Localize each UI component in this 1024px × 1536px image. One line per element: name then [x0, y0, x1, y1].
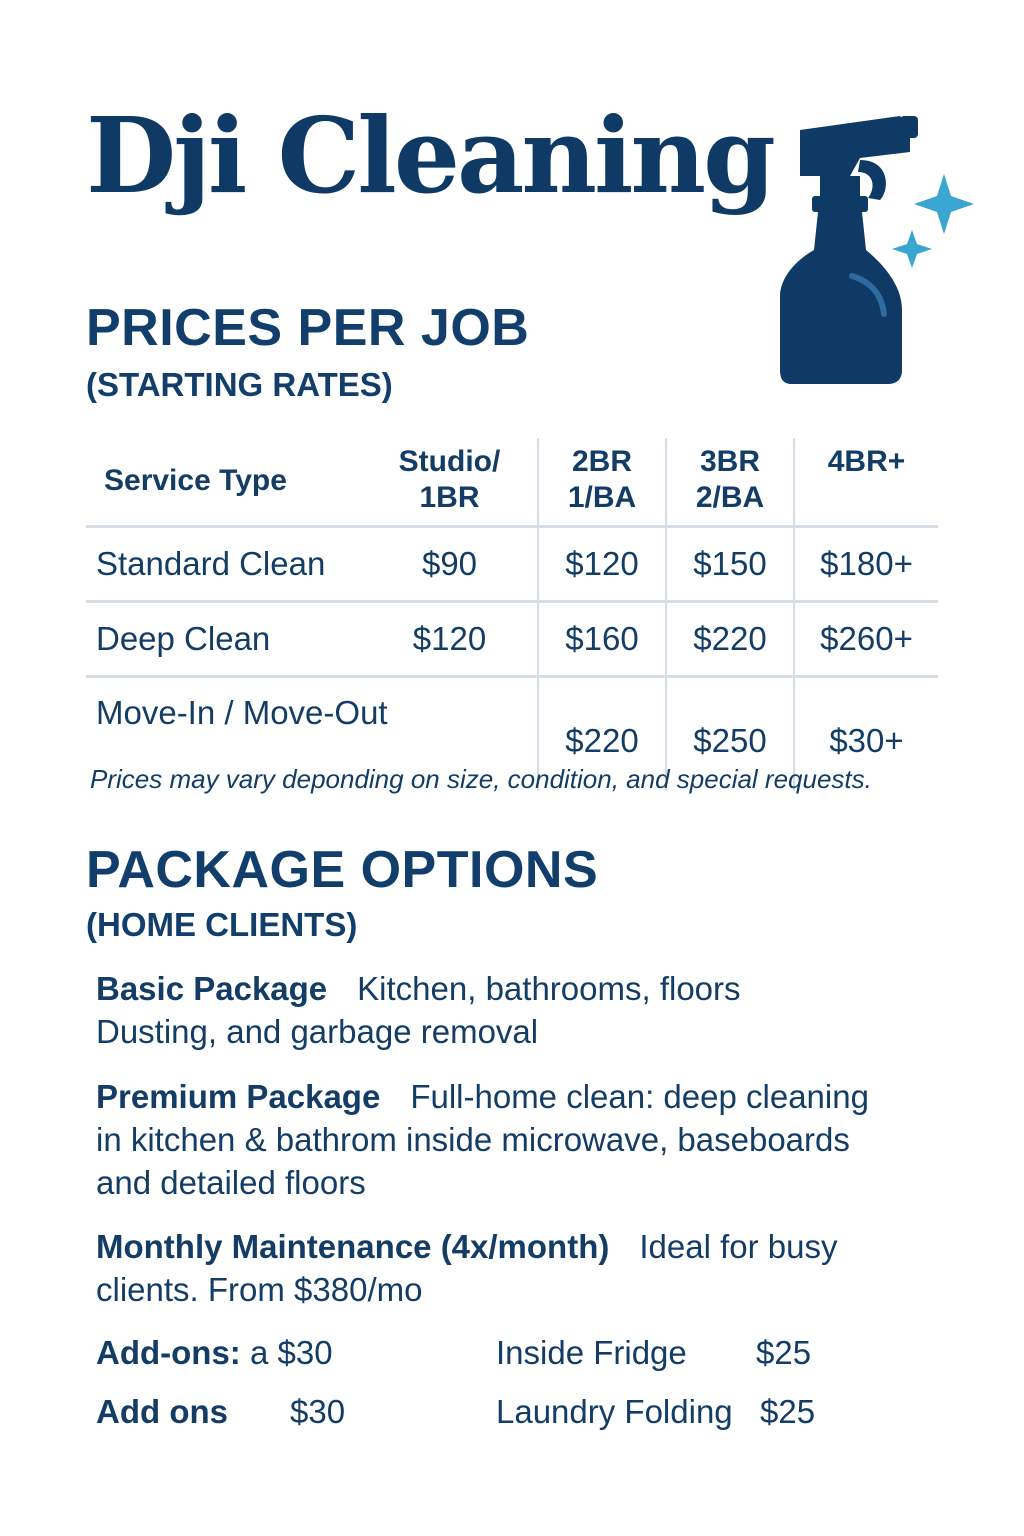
- package-desc: Full-home clean: deep cleaning: [410, 1078, 869, 1115]
- price-table: [86, 438, 938, 791]
- price-2br: $160: [538, 602, 666, 677]
- package-name: Monthly Maintenance (4x/month): [96, 1228, 610, 1265]
- spray-bottle-icon: [740, 100, 1000, 400]
- package-desc-line2: clients. From $380/mo: [96, 1271, 423, 1308]
- header-3br: 3BR 2/BA: [666, 438, 794, 527]
- addon-laundry-price: $25: [760, 1393, 816, 1430]
- prices-title: PRICES PER JOB: [86, 299, 530, 357]
- package-desc-line2: Dusting, and garbage removal: [96, 1013, 539, 1050]
- price-4br: $180+: [794, 527, 938, 602]
- packages-subtitle: (HOME CLIENTS): [86, 906, 358, 943]
- package-monthly: [96, 1225, 837, 1311]
- package-desc-line3: and detailed floors: [96, 1164, 366, 1201]
- service-name: Deep Clean: [96, 620, 271, 657]
- table-row: [86, 527, 938, 602]
- addon-row-1-label: Add-ons: a $30: [96, 1334, 333, 1371]
- brand-name: Dji Cleaning: [86, 94, 773, 217]
- header-studio: Studio/ 1BR: [398, 445, 501, 514]
- addon-laundry-label: Laundry Folding: [496, 1393, 733, 1430]
- price-4br: $260+: [794, 602, 938, 677]
- addon-row-2-value: $30: [290, 1393, 346, 1430]
- package-basic: [96, 967, 741, 1053]
- addon-fridge-label: Inside Fridge: [496, 1334, 687, 1371]
- package-name: Premium Package: [96, 1078, 381, 1115]
- addon-fridge-price: $25: [756, 1334, 812, 1371]
- price-4br: $30+: [794, 677, 938, 792]
- price-2br: $120: [538, 527, 666, 602]
- service-name: Standard Clean: [96, 545, 326, 582]
- price-3br: $250: [666, 677, 794, 792]
- price-studio: $90: [421, 545, 478, 582]
- pricing-note: Prices may vary deponding on size, condition, and special requests.: [90, 764, 872, 794]
- price-studio: $120: [412, 620, 487, 657]
- price-2br: $220: [538, 677, 666, 792]
- packages-title: PACKAGE OPTIONS: [86, 841, 599, 899]
- sparkle-icon: [914, 174, 974, 234]
- prices-subtitle: (STARTING RATES): [86, 366, 393, 403]
- package-premium: [96, 1075, 869, 1204]
- sparkle-icon: [892, 230, 932, 268]
- package-desc: Kitchen, bathrooms, floors: [357, 970, 741, 1007]
- header-2br: 2BR 1/BA: [538, 438, 666, 527]
- price-table-header: [86, 438, 938, 527]
- price-3br: $220: [666, 602, 794, 677]
- header-4br: 4BR+: [794, 438, 938, 527]
- package-name: Basic Package: [96, 970, 328, 1007]
- header-service-type: Service Type: [104, 464, 287, 497]
- addon-row-2-label: Add ons: [96, 1393, 228, 1430]
- package-desc-line2: in kitchen & bathrom inside microwave, baseboards: [96, 1121, 850, 1158]
- service-name: Move-In / Move-Out: [96, 694, 388, 731]
- table-row: [86, 602, 938, 677]
- package-desc: Ideal for busy: [639, 1228, 838, 1265]
- price-3br: $150: [666, 527, 794, 602]
